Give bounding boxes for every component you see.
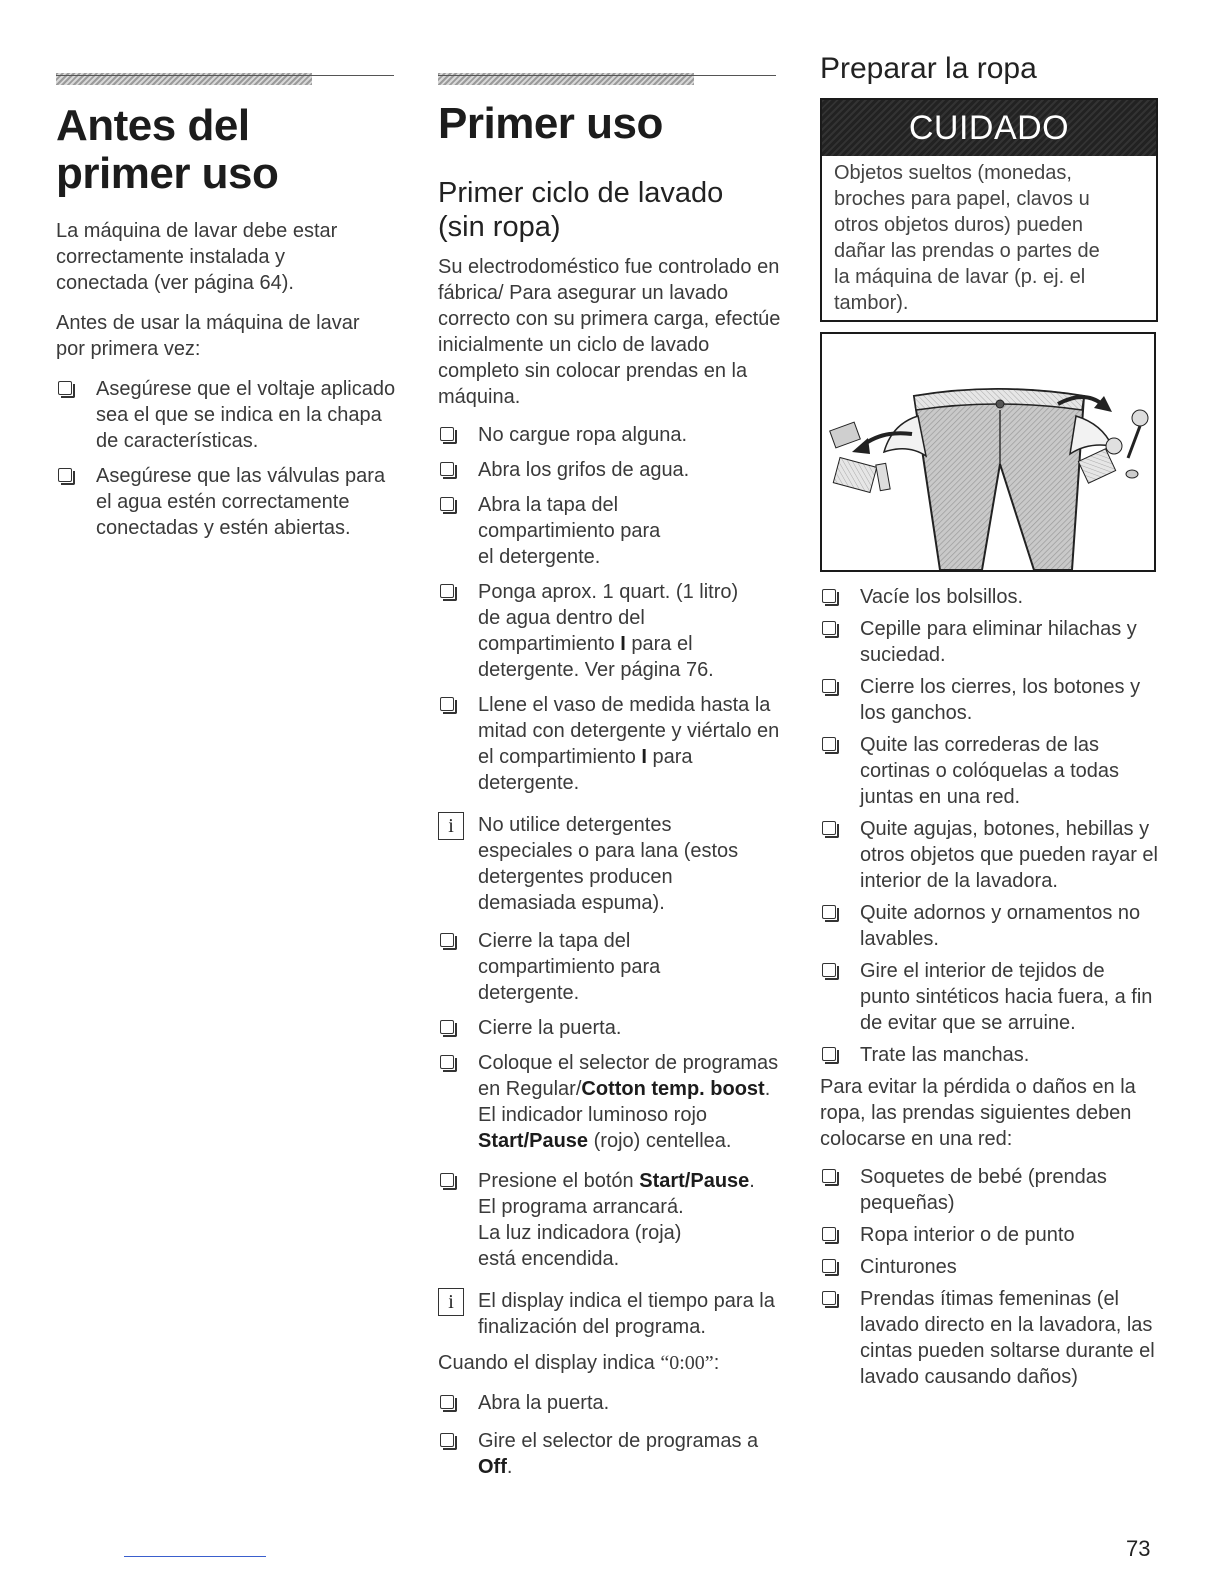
intro-paragraph: Su electrodoméstico fue controlado en fábrica/ Para asegurar un lavado correcto con su primera carga, efectúe inicialmente un ciclo de lavado completo sin colocar prendas en la máquina. (438, 256, 781, 408)
caution-text: Objetos sueltos (monedas, broches para papel, clavos u otros objetos duros) pueden dañar las prendas o partes de la máquina de lavar (p. ej. el tambor). (834, 162, 1100, 314)
list-item: Vacíe los bolsillos. (820, 584, 1158, 610)
trousers-illustration-icon (822, 334, 1154, 570)
intro-paragraph: La máquina de lavar debe estar correctamente instalada y conectada (ver página 64). (56, 220, 338, 294)
checkbox-bullet-icon (58, 381, 72, 395)
list-item: Ropa interior o de punto (820, 1222, 1158, 1248)
info-icon: i (438, 812, 464, 840)
list-item: Abra los grifos de agua. (438, 457, 783, 483)
checkbox-bullet-icon (822, 963, 836, 977)
display-paragraph: Cuando el display indica “0:00”: (438, 1352, 720, 1374)
lead-paragraph: Antes de usar la máquina de lavar por primera vez: (56, 312, 360, 360)
section-title-before-first-use: Antes del primer uso (56, 101, 279, 198)
checkbox-bullet-icon (822, 1291, 836, 1305)
list-item: Ponga aprox. 1 quart. (1 litro) de agua dentro del compartimiento I para el detergente. Ver página 76. (438, 579, 783, 683)
list-item: Cepille para eliminar hilachas y suciedad. (820, 616, 1158, 668)
info-note: i No utilice detergentes especiales o para lana (estos detergentes producen demasiada espuma). (438, 812, 783, 916)
list-item: Asegúrese que el voltaje aplicado sea el que se indica en la chapa de características. (56, 376, 396, 454)
section-title-first-use: Primer uso (438, 99, 663, 148)
list-item: Asegúrese que las válvulas para el agua estén correctamente conectadas y estén abiertas. (56, 463, 396, 541)
list-item: Presione el botón Start/Pause. El programa arrancará. La luz indicadora (roja) está encendida. (438, 1168, 783, 1272)
list-item: Trate las manchas. (820, 1042, 1158, 1068)
section-rule (56, 73, 394, 85)
list-item: Prendas ítimas femeninas (el lavado directo en la lavadora, las cintas pueden soltarse durante el lavado causando daños) (820, 1286, 1158, 1390)
checkbox-bullet-icon (822, 589, 836, 603)
checkbox-bullet-icon (822, 737, 836, 751)
list-item: Abra la puerta. (438, 1390, 783, 1416)
section-rule (438, 73, 776, 85)
checkbox-bullet-icon (440, 1433, 454, 1447)
list-item: Cinturones (820, 1254, 1158, 1280)
checkbox-bullet-icon (440, 584, 454, 598)
checkbox-bullet-icon (440, 427, 454, 441)
checkbox-bullet-icon (822, 1227, 836, 1241)
list-item: No cargue ropa alguna. (438, 422, 783, 448)
list-item: Gire el interior de tejidos de punto sintéticos hacia fuera, a fin de evitar que se arruine. (820, 958, 1158, 1036)
list-item: Quite adornos y ornamentos no lavables. (820, 900, 1158, 952)
list-item: Abra la tapa del compartimiento para el detergente. (438, 492, 783, 570)
checkbox-bullet-icon (440, 1395, 454, 1409)
checkbox-bullet-icon (440, 1173, 454, 1187)
info-note: i El display indica el tiempo para la finalización del programa. (438, 1288, 783, 1340)
list-item: Cierre la tapa del compartimiento para detergente. (438, 928, 783, 1006)
subsection-title-first-cycle: Primer ciclo de lavado (sin ropa) (438, 177, 724, 243)
checkbox-bullet-icon (822, 821, 836, 835)
net-paragraph: Para evitar la pérdida o daños en la ropa, las prendas siguientes deben colocarse en una red: (820, 1076, 1136, 1150)
checkbox-bullet-icon (822, 905, 836, 919)
list-item: Gire el selector de programas a Off. (438, 1428, 783, 1480)
checkbox-bullet-icon (440, 1055, 454, 1069)
checkbox-bullet-icon (440, 497, 454, 511)
list-item: Llene el vaso de medida hasta la mitad con detergente y viértalo en el compartimiento I para detergente. (438, 692, 783, 796)
list-item: Quite agujas, botones, hebillas y otros objetos que pueden rayar el interior de la lavadora. (820, 816, 1158, 894)
checkbox-bullet-icon (822, 1259, 836, 1273)
footer-rule (124, 1556, 266, 1557)
caution-box (820, 98, 1158, 322)
list-item: Quite las correderas de las cortinas o colóquelas a todas juntas en una red. (820, 732, 1158, 810)
page-number: 73 (1126, 1536, 1151, 1561)
checkbox-bullet-icon (440, 933, 454, 947)
checkbox-bullet-icon (58, 468, 72, 482)
checkbox-bullet-icon (440, 462, 454, 476)
checkbox-bullet-icon (822, 1047, 836, 1061)
caution-header: CUIDADO (822, 100, 1156, 156)
checkbox-bullet-icon (822, 1169, 836, 1183)
section-title-prepare-clothes: Preparar la ropa (820, 52, 1037, 85)
list-item: Cierre los cierres, los botones y los ganchos. (820, 674, 1158, 726)
checkbox-bullet-icon (822, 621, 836, 635)
checkbox-bullet-icon (822, 679, 836, 693)
empty-pockets-illustration (820, 332, 1156, 572)
list-item: Cierre la puerta. (438, 1015, 783, 1041)
list-item: Soquetes de bebé (prendas pequeñas) (820, 1164, 1158, 1216)
checkbox-bullet-icon (440, 697, 454, 711)
list-item: Coloque el selector de programas en Regular/Cotton temp. boost. El indicador luminoso rojo Start/Pause (rojo) centellea. (438, 1050, 783, 1154)
checkbox-bullet-icon (440, 1020, 454, 1034)
info-icon: i (438, 1288, 464, 1316)
